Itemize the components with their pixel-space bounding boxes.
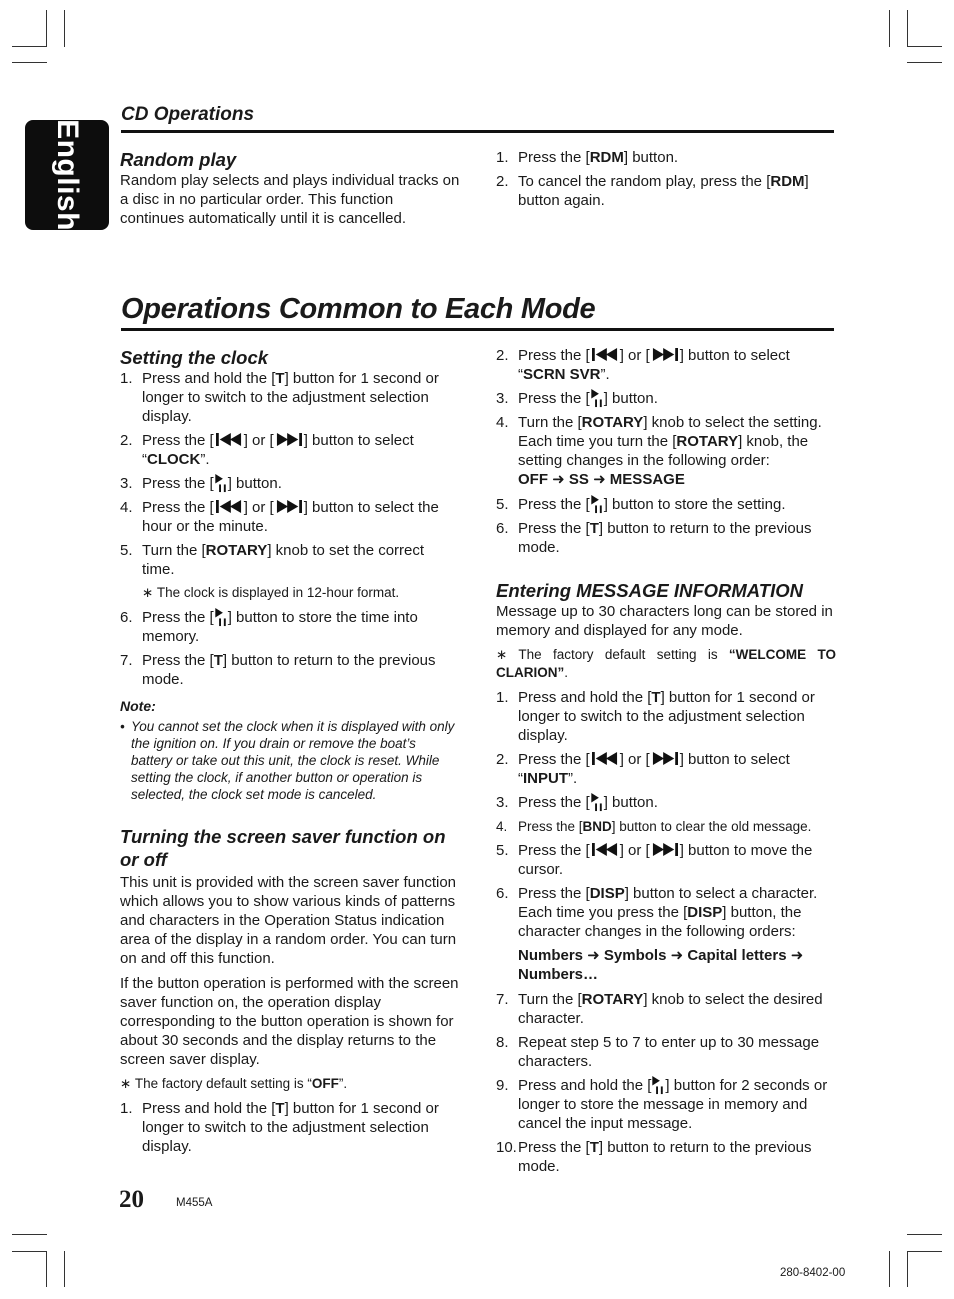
page-title: Operations Common to Each Mode xyxy=(121,293,596,325)
msg-step-10: 10. Press the [T] button to return to the previous mode. xyxy=(496,1139,812,1175)
clock-step-7: 7. Press the [T] button to return to the previous mode. xyxy=(120,652,436,688)
screen-saver-para-1: This unit is provided with the screen saver function which allows you to show various kinds of patterns and characters in the Operation Status indication area of the display in a random order. You can turn on and off this function. xyxy=(120,874,457,967)
play-pause-icon xyxy=(590,495,604,514)
page-number: 20 xyxy=(119,1186,144,1213)
screen-saver-para-2: If the button operation is performed with the screen saver function on, the operation display corresponding to the button operation is shown for about 30 seconds and the display returns to the screen saver display. xyxy=(120,975,459,1068)
title-rule xyxy=(121,328,834,331)
msg-step-6: 6. Press the [DISP] button to select a character. Each time you press the [DISP] button, the character changes in the following orders: xyxy=(496,885,818,940)
random-play-section xyxy=(120,148,460,234)
clock-footnote: ∗ The clock is displayed in 12-hour format. xyxy=(142,585,400,600)
language-tab xyxy=(25,120,109,230)
msg-step-2: 2. Press the [ ] or [ ] button to select “INPUT”. xyxy=(496,751,790,787)
crop-mark xyxy=(12,62,47,63)
crop-mark xyxy=(12,1251,47,1252)
play-pause-icon xyxy=(590,793,604,812)
saver-sequence: OFF ➜ SS ➜ MESSAGE xyxy=(518,471,685,488)
crop-mark xyxy=(46,1251,47,1287)
model-number: M455A xyxy=(176,1197,213,1209)
crop-mark xyxy=(889,1251,890,1287)
clock-step-4: 4. Press the [ ] or [ ] button to select the hour or the minute. xyxy=(120,499,439,535)
saver-step-4: 4. Turn the [ROTARY] knob to select the setting. Each time you turn the [ROTARY] knob, the setting changes in the following order: xyxy=(496,414,822,469)
crop-mark xyxy=(12,1234,47,1235)
section-label: CD Operations xyxy=(121,104,255,125)
crop-mark xyxy=(64,1251,65,1287)
skip-previous-icon xyxy=(590,843,620,856)
msg-step-8: 8. Repeat step 5 to 7 to enter up to 30 message characters. xyxy=(496,1034,820,1070)
language-tab-label: English xyxy=(51,119,84,231)
crop-mark xyxy=(907,1251,908,1287)
skip-next-icon xyxy=(274,500,304,513)
random-play-description: Random play selects and plays individual tracks on a disc in no particular order. This function continues automatically until it is cancelled. xyxy=(120,172,460,227)
left-column xyxy=(120,346,460,1161)
play-pause-icon xyxy=(214,474,228,493)
crop-mark xyxy=(907,46,942,47)
skip-previous-icon xyxy=(590,348,620,361)
skip-previous-icon xyxy=(214,500,244,513)
section-rule xyxy=(121,130,834,133)
crop-mark xyxy=(907,62,942,63)
note-label: Note: xyxy=(120,698,156,714)
saver-step-6: 6. Press the [T] button to return to the previous mode. xyxy=(496,520,812,556)
msg-sequence: Numbers ➜ Symbols ➜ Capital letters ➜ Numbers… xyxy=(518,947,804,983)
msg-step-5: 5. Press the [ ] or [ ] button to move the cursor. xyxy=(496,842,813,878)
crop-mark xyxy=(889,10,890,47)
saver-step-1: 1. Press and hold the [T] button for 1 second or longer to switch to the adjustment selection display. xyxy=(120,1100,439,1155)
clock-step-1: 1. Press and hold the [T] button for 1 second or longer to switch to the adjustment selection display. xyxy=(120,370,439,425)
msg-step-4: 4. Press the [BND] button to clear the old message. xyxy=(496,819,812,834)
saver-step-3: 3. Press the [ ] button. xyxy=(496,390,658,407)
right-column xyxy=(496,346,836,1181)
clock-step-6: 6. Press the [ ] button to store the time into memory. xyxy=(120,609,418,645)
message-info-intro: Message up to 30 characters long can be stored in memory and displayed for any mode. xyxy=(496,603,833,639)
saver-step-2: 2. Press the [ ] or [ ] button to select “SCRN SVR”. xyxy=(496,347,790,383)
message-info-footnote: ∗ The factory default setting is “WELCOME TO CLARION”. xyxy=(496,647,837,680)
msg-step-7: 7. Turn the [ROTARY] knob to select the desired character. xyxy=(496,991,823,1027)
random-play-title: Random play xyxy=(120,149,237,170)
screen-saver-footnote: ∗ The factory default setting is “OFF”. xyxy=(120,1076,348,1091)
note-text: • You cannot set the clock when it is displayed with only the ignition on. If you drain or remove the boat’s battery or take out this unit, the clock is reset. While setting the clock, if another button or operation is selected, the clock set mode is canceled. xyxy=(120,719,455,802)
saver-step-5: 5. Press the [ ] button to store the setting. xyxy=(496,496,786,513)
msg-step-3: 3. Press the [ ] button. xyxy=(496,794,658,811)
skip-next-icon xyxy=(650,843,680,856)
setting-clock-title: Setting the clock xyxy=(120,347,269,368)
clock-step-3: 3. Press the [ ] button. xyxy=(120,475,282,492)
skip-next-icon xyxy=(650,348,680,361)
play-pause-icon xyxy=(590,389,604,408)
clock-step-2: 2. Press the [ ] or [ ] button to select “CLOCK”. xyxy=(120,432,414,468)
crop-mark xyxy=(46,10,47,47)
play-pause-icon xyxy=(214,608,228,627)
crop-mark xyxy=(907,10,908,47)
skip-next-icon xyxy=(650,752,680,765)
screen-saver-title: Turning the screen saver function on or off xyxy=(120,826,446,870)
crop-mark xyxy=(12,46,47,47)
document-number: 280-8402-00 xyxy=(780,1267,846,1279)
msg-step-9: 9. Press and hold the [ ] button for 2 seconds or longer to store the message in memory and cancel the input message. xyxy=(496,1077,828,1132)
play-pause-icon xyxy=(651,1076,665,1095)
msg-step-1: 1. Press and hold the [T] button for 1 second or longer to switch to the adjustment selection display. xyxy=(496,689,815,744)
skip-previous-icon xyxy=(214,433,244,446)
clock-step-5: 5. Turn the [ROTARY] knob to set the correct time. xyxy=(120,542,425,578)
crop-mark xyxy=(907,1251,942,1252)
skip-next-icon xyxy=(274,433,304,446)
skip-previous-icon xyxy=(590,752,620,765)
crop-mark xyxy=(907,1234,942,1235)
crop-mark xyxy=(64,10,65,47)
random-step-1: 1. Press the [RDM] button. xyxy=(496,149,679,166)
message-info-title: Entering MESSAGE INFORMATION xyxy=(496,580,803,601)
random-step-2: 2. To cancel the random play, press the [RDM] button again. xyxy=(496,173,809,209)
random-play-steps xyxy=(496,148,836,215)
